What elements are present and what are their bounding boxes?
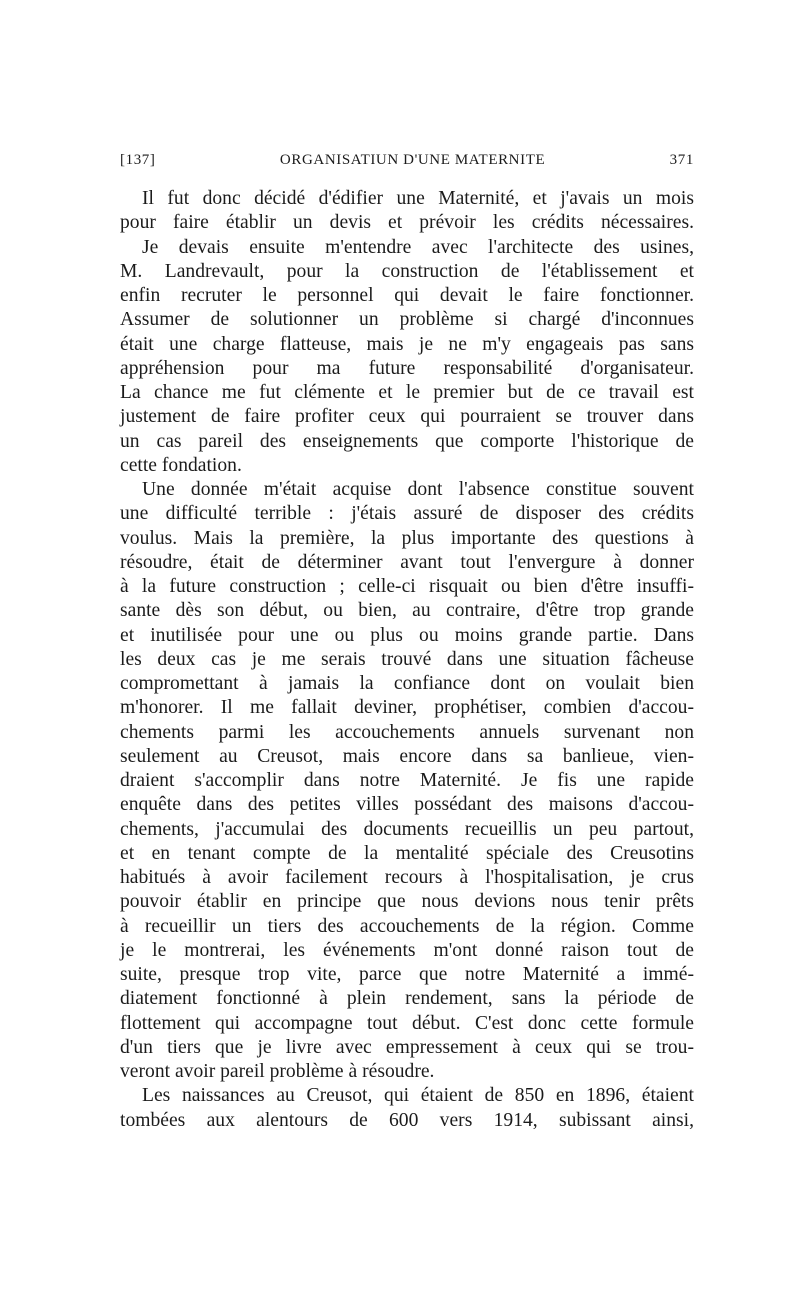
- text-line: sante dès son début, ou bien, au contraire, d'être trop grande: [120, 600, 694, 622]
- text-line: Il fut donc décidé d'édifier une Maternité, et j'avais un mois: [142, 188, 694, 209]
- text-line: pour faire établir un devis et prévoir les crédits nécessaires.: [120, 212, 694, 234]
- text-line: Assumer de solutionner un problème si chargé d'inconnues: [120, 309, 694, 331]
- text-line: d'un tiers que je livre avec empressement à ceux qui se trou-: [120, 1036, 694, 1058]
- text-line: une difficulté terrible : j'étais assuré de disposer des crédits: [120, 503, 694, 525]
- text-line: flottement qui accompagne tout début. C'est donc cette formule: [120, 1012, 694, 1034]
- running-title: ORGANISATIUN D'UNE MATERNITE: [279, 152, 546, 168]
- text-line: Je devais ensuite m'entendre avec l'architecte des usines,: [142, 236, 694, 258]
- text-line: résoudre, était de déterminer avant tout l'envergure à donner: [120, 551, 694, 573]
- text-line: suite, presque trop vite, parce que notre Maternité a immé-: [120, 964, 694, 985]
- text-line: veront avoir pareil problème à résoudre.: [120, 1061, 435, 1082]
- text-line: chements parmi les accouchements annuels survenant non: [120, 721, 694, 743]
- text-line: appréhension pour ma future responsabilité d'organisateur.: [120, 357, 694, 379]
- running-header: [120, 152, 694, 174]
- text-line: un cas pareil des enseignements que comporte l'historique de: [120, 430, 694, 452]
- text-line: pouvoir établir en principe que nous devions nous tenir prêts: [120, 891, 694, 913]
- text-line: Une donnée m'était acquise dont l'absence constitue souvent: [142, 479, 694, 500]
- text-line: et en tenant compte de la mentalité spéciale des Creusotins: [120, 842, 694, 864]
- text-line: Les naissances au Creusot, qui étaient de 850 en 1896, étaient: [142, 1085, 694, 1107]
- text-line: tombées aux alentours de 600 vers 1914, subissant ainsi,: [120, 1109, 694, 1131]
- text-line: compromettant à jamais la confiance dont on voulait bien: [120, 673, 694, 694]
- text-line: justement de faire profiter ceux qui pourraient se trouver dans: [120, 406, 694, 428]
- text-line: je le montrerai, les événements m'ont donné raison tout de: [120, 939, 694, 961]
- text-line: les deux cas je me serais trouvé dans une situation fâcheuse: [120, 648, 694, 670]
- text-line: enfin recruter le personnel qui devait le faire fonctionner.: [120, 285, 694, 306]
- text-line: M. Landrevault, pour la construction de l'établissement et: [120, 260, 694, 282]
- text-line: La chance me fut clémente et le premier but de ce travail est: [120, 382, 694, 403]
- text-line: à la future construction ; celle-ci risquait ou bien d'être insuffi-: [120, 576, 694, 597]
- text-line: cette fondation.: [120, 454, 242, 476]
- text-line: à recueillir un tiers des accouchements de la région. Comme: [120, 915, 694, 937]
- body-text: [120, 187, 694, 1133]
- page-number: 371: [669, 152, 694, 168]
- text-line: et inutilisée pour une ou plus ou moins grande partie. Dans: [120, 624, 694, 646]
- text-line: draient s'accomplir dans notre Maternité. Je fis une rapide: [120, 770, 694, 791]
- text-line: m'honorer. Il me fallait deviner, prophétiser, combien d'accou-: [120, 697, 694, 719]
- text-line: était une charge flatteuse, mais je ne m'y engageais pas sans: [120, 333, 694, 355]
- text-line: seulement au Creusot, mais encore dans sa banlieue, vien-: [120, 745, 694, 767]
- text-line: voulus. Mais la première, la plus importante des questions à: [120, 527, 694, 549]
- book-page: [120, 152, 694, 1133]
- text-line: diatement fonctionné à plein rendement, sans la période de: [120, 988, 694, 1010]
- text-line: enquête dans des petites villes possédant des maisons d'accou-: [120, 794, 694, 816]
- text-line: chements, j'accumulai des documents recueillis un peu partout,: [120, 818, 694, 840]
- page-reference: [137]: [120, 152, 156, 168]
- text-line: habitués à avoir facilement recours à l'hospitalisation, je crus: [120, 867, 694, 888]
